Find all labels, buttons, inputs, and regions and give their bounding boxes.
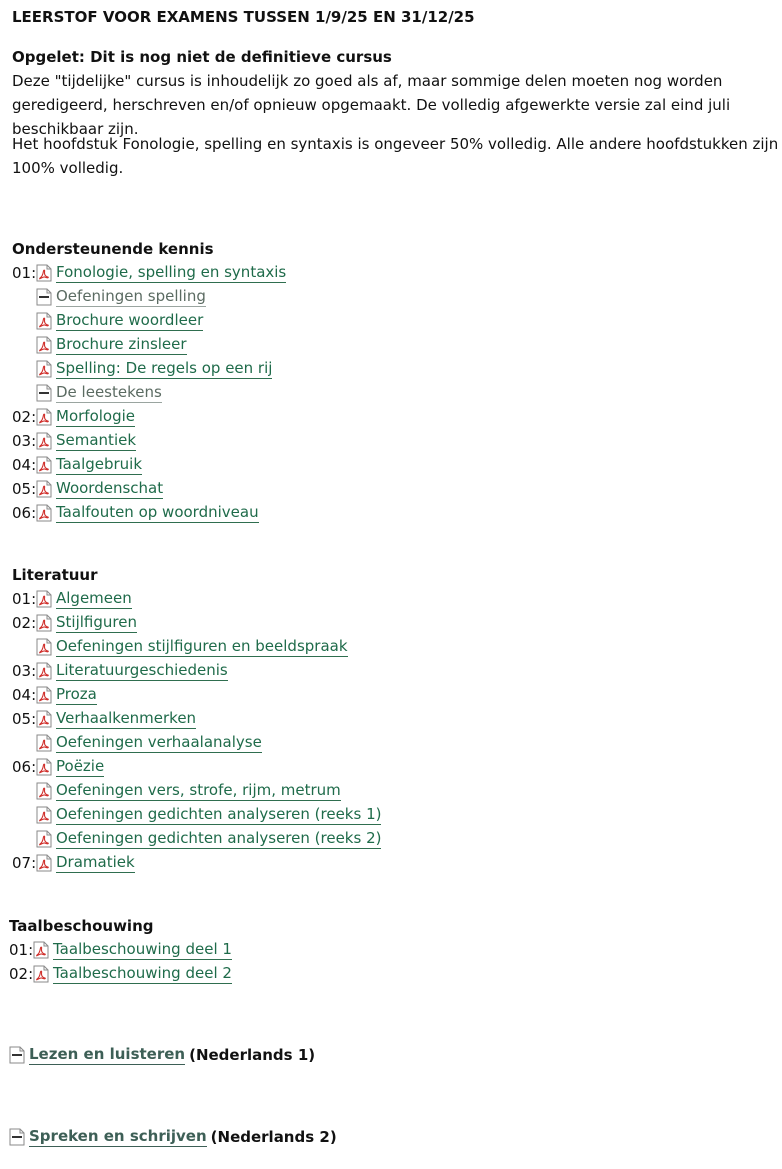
section-ondersteunende-kennis xyxy=(12,237,286,525)
page-title: LEERSTOF VOOR EXAMENS TUSSEN 1/9/25 EN 31/12/25 xyxy=(12,8,475,26)
chapter-list xyxy=(12,261,286,525)
chapter-row xyxy=(12,261,286,285)
pdf-icon xyxy=(36,336,52,354)
pdf-icon xyxy=(36,456,52,474)
pdf-icon xyxy=(36,686,52,704)
section-title: Literatuur xyxy=(12,566,98,584)
chapter-link[interactable]: Oefeningen spelling xyxy=(56,287,206,305)
chapter-link[interactable]: Oefeningen gedichten analyseren (reeks 2) xyxy=(56,829,382,847)
chapter-link[interactable]: Dramatiek xyxy=(56,853,135,871)
chapter-number: 05: xyxy=(12,480,37,498)
pdf-icon xyxy=(36,758,52,776)
pdf-icon xyxy=(36,710,52,728)
notice-heading: Opgelet: Dit is nog niet de definitieve cursus xyxy=(12,48,392,66)
extra-link-row xyxy=(9,1125,337,1149)
chapter-row xyxy=(12,405,286,429)
pdf-icon xyxy=(36,638,52,656)
chapter-row xyxy=(12,659,381,683)
chapter-row xyxy=(12,803,381,827)
chapter-row xyxy=(12,635,381,659)
chapter-link[interactable]: Proza xyxy=(56,685,97,703)
chapter-row xyxy=(9,938,232,962)
chapter-link[interactable]: Brochure woordleer xyxy=(56,311,204,329)
chapter-number: 02: xyxy=(12,614,37,632)
chapter-number: 01: xyxy=(9,941,34,959)
status-note: Het hoofdstuk Fonologie, spelling en syntaxis is ongeveer 50% volledig. Alle andere hoofdstukken zijn 100% volledig. xyxy=(12,135,779,177)
chapter-link[interactable]: De leestekens xyxy=(56,383,162,401)
chapter-row xyxy=(12,779,381,803)
chapter-link[interactable]: Fonologie, spelling en syntaxis xyxy=(56,263,287,281)
document-icon xyxy=(36,288,52,306)
chapter-row xyxy=(12,333,286,357)
chapter-list xyxy=(12,587,381,875)
lezen-en-luisteren-link[interactable]: Lezen en luisteren xyxy=(29,1045,186,1063)
chapter-row xyxy=(12,453,286,477)
pdf-icon xyxy=(36,854,52,872)
pdf-icon xyxy=(36,830,52,848)
document-icon xyxy=(9,1128,25,1146)
chapter-number: 01: xyxy=(12,264,37,282)
chapter-link[interactable]: Brochure zinsleer xyxy=(56,335,187,353)
pdf-icon xyxy=(36,614,52,632)
chapter-number: 03: xyxy=(12,432,37,450)
chapter-row xyxy=(12,309,286,333)
chapter-row xyxy=(12,285,286,309)
pdf-icon xyxy=(33,965,49,983)
chapter-link[interactable]: Taalbeschouwing deel 1 xyxy=(53,940,232,958)
chapter-list xyxy=(9,938,232,986)
pdf-icon xyxy=(36,782,52,800)
pdf-icon xyxy=(36,432,52,450)
chapter-link[interactable]: Oefeningen verhaalanalyse xyxy=(56,733,262,751)
pdf-icon xyxy=(36,590,52,608)
chapter-row xyxy=(12,755,381,779)
chapter-row xyxy=(12,357,286,381)
chapter-number: 06: xyxy=(12,758,37,776)
chapter-number: 07: xyxy=(12,854,37,872)
pdf-icon xyxy=(36,480,52,498)
section-title: Taalbeschouwing xyxy=(9,917,154,935)
pdf-icon xyxy=(33,941,49,959)
link-suffix: (Nederlands 1) xyxy=(189,1046,316,1064)
chapter-link[interactable]: Semantiek xyxy=(56,431,137,449)
chapter-number: 05: xyxy=(12,710,37,728)
notice-text: Deze "tijdelijke" cursus is inhoudelijk zo goed als af, maar sommige delen moeten nog worden geredigeerd, herschreven en/of opnieuw opgemaakt. De volledig afgewerkte versie zal eind juli beschikbaar zijn. xyxy=(12,72,731,138)
pdf-icon xyxy=(36,806,52,824)
chapter-row xyxy=(12,587,381,611)
pdf-icon xyxy=(36,504,52,522)
chapter-row xyxy=(12,611,381,635)
link-suffix: (Nederlands 2) xyxy=(210,1128,337,1146)
chapter-link[interactable]: Morfologie xyxy=(56,407,136,425)
chapter-link[interactable]: Oefeningen stijlfiguren en beeldspraak xyxy=(56,637,348,655)
chapter-row xyxy=(12,707,381,731)
section-title: Ondersteunende kennis xyxy=(12,240,214,258)
chapter-link[interactable]: Oefeningen gedichten analyseren (reeks 1) xyxy=(56,805,382,823)
chapter-link[interactable]: Oefeningen vers, strofe, rijm, metrum xyxy=(56,781,341,799)
chapter-row xyxy=(12,477,286,501)
chapter-link[interactable]: Algemeen xyxy=(56,589,132,607)
chapter-row xyxy=(12,851,381,875)
chapter-row xyxy=(12,429,286,453)
pdf-icon xyxy=(36,312,52,330)
pdf-icon xyxy=(36,360,52,378)
section-literatuur xyxy=(12,563,381,875)
chapter-number: 02: xyxy=(9,965,34,983)
document-icon xyxy=(9,1046,25,1064)
chapter-row xyxy=(9,962,232,986)
chapter-number: 02: xyxy=(12,408,37,426)
chapter-row xyxy=(12,381,286,405)
chapter-link[interactable]: Stijlfiguren xyxy=(56,613,137,631)
chapter-link[interactable]: Literatuurgeschiedenis xyxy=(56,661,228,679)
chapter-link[interactable]: Taalfouten op woordniveau xyxy=(56,503,259,521)
pdf-icon xyxy=(36,408,52,426)
pdf-icon xyxy=(36,264,52,282)
section-taalbeschouwing xyxy=(9,914,232,986)
spreken-en-schrijven-link[interactable]: Spreken en schrijven xyxy=(29,1127,207,1145)
pdf-icon xyxy=(36,734,52,752)
chapter-row xyxy=(12,731,381,755)
chapter-number: 03: xyxy=(12,662,37,680)
chapter-link[interactable]: Verhaalkenmerken xyxy=(56,709,197,727)
chapter-number: 01: xyxy=(12,590,37,608)
extra-link-row xyxy=(9,1043,315,1067)
chapter-number: 04: xyxy=(12,456,37,474)
chapter-number: 04: xyxy=(12,686,37,704)
pdf-icon xyxy=(36,662,52,680)
chapter-row xyxy=(12,827,381,851)
notice-block xyxy=(12,45,780,141)
chapter-link[interactable]: Woordenschat xyxy=(56,479,164,497)
chapter-link[interactable]: Taalbeschouwing deel 2 xyxy=(53,964,232,982)
chapter-link[interactable]: Spelling: De regels op een rij xyxy=(56,359,273,377)
chapter-row xyxy=(12,501,286,525)
chapter-row xyxy=(12,683,381,707)
chapter-number: 06: xyxy=(12,504,37,522)
chapter-link[interactable]: Taalgebruik xyxy=(56,455,143,473)
chapter-link[interactable]: Poëzie xyxy=(56,757,105,775)
document-icon xyxy=(36,384,52,402)
